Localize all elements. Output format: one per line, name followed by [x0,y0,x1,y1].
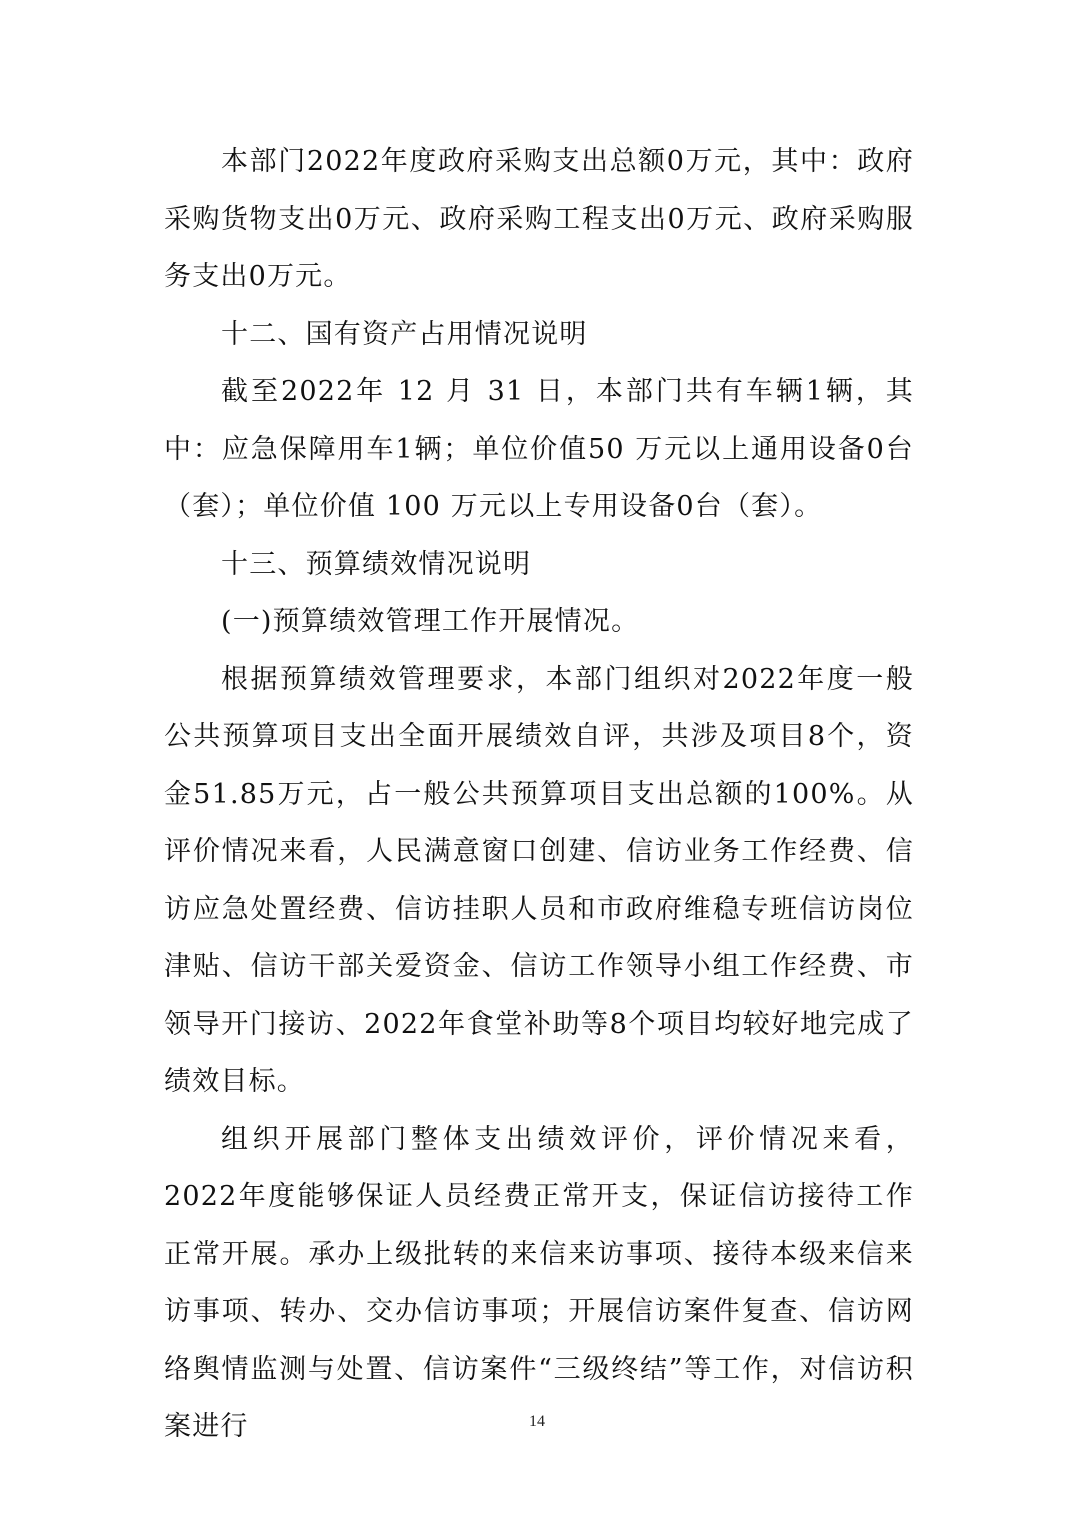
paragraph-procurement: 本部门2022年度政府采购支出总额0万元，其中：政府采购货物支出0万元、政府采购工程支出0万元、政府采购服务支出0万元。 [164,146,914,292]
subsection-heading-performance-management: (一)预算绩效管理工作开展情况。 [221,606,640,637]
section-heading-state-assets: 十二、国有资产占用情况说明 [221,318,588,350]
paragraph-overall-evaluation: 组织开展部门整体支出绩效评价，评价情况来看，2022年度能够保证人员经费正常开支，保证信访接待工作正常开展。承办上级批转的来信来访事项、接待本级来信来访事项、转办、交办信访事项；开展信访案件复查、信访网络舆情监测与处置、信访案件“三级终结”等工作，对信访积案进行 [164,1123,914,1442]
paragraph-assets: 截至2022年 12 月 31 日，本部门共有车辆1辆，其中：应急保障用车1辆；单位价值50 万元以上通用设备0台（套）；单位价值 100 万元以上专用设备0台（套）。 [164,376,914,522]
section-heading-budget-performance: 十三、预算绩效情况说明 [221,548,532,580]
page-number: 14 [529,1413,545,1430]
document-body [164,133,914,1456]
paragraph-self-evaluation: 根据预算绩效管理要求，本部门组织对2022年度一般公共预算项目支出全面开展绩效自评，共涉及项目8个，资金51.85万元，占一般公共预算项目支出总额的100%。从评价情况来看，人民满意窗口创建、信访业务工作经费、信访应急处置经费、信访挂职人员和市政府维稳专班信访岗位津贴、信访干部关爱资金、信访工作领导小组工作经费、市领导开门接访、2022年食堂补助等8个项目均较好地完成了绩效目标。 [164,663,914,1097]
